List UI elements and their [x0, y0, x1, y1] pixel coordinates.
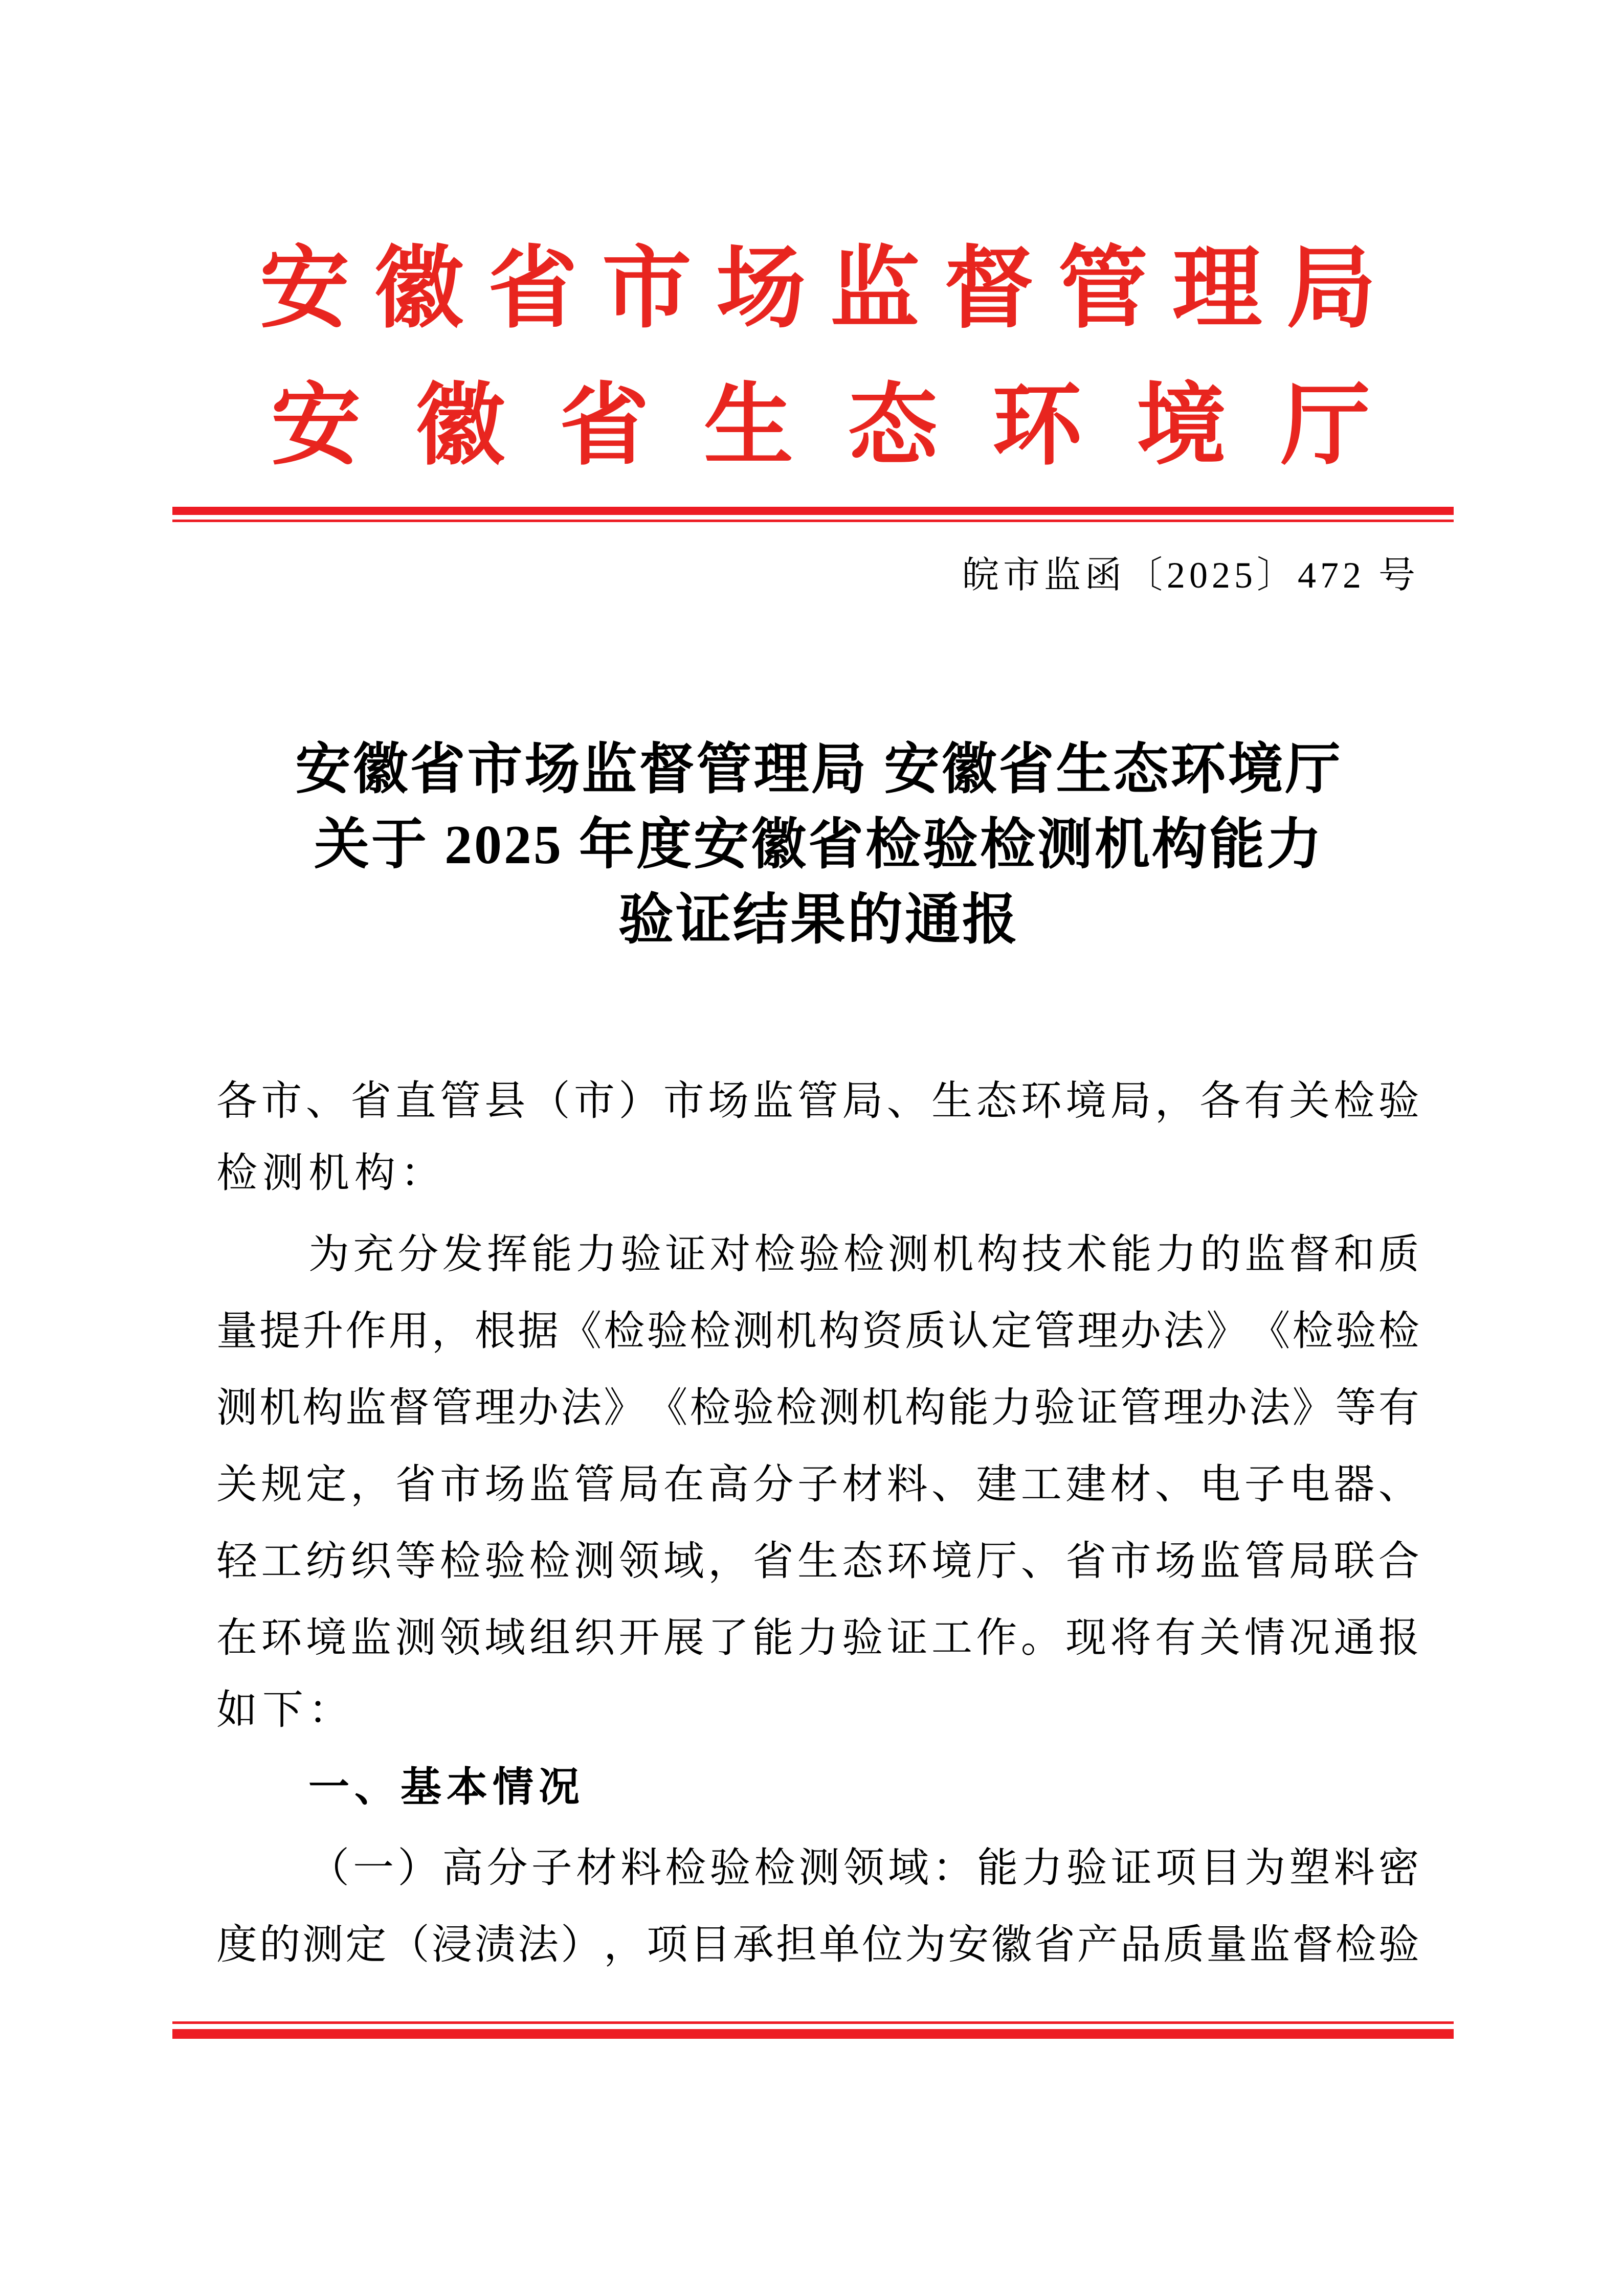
section-heading-basic-situation: 一、基本情况 — [308, 1764, 585, 1810]
paragraph-1-line-1: 为 充 分 发 挥 能 力 验 证 对 检 验 检 测 机 构 技 术 能 力 的 监 督 和 质 — [308, 1232, 1419, 1277]
issuing-agency-line-1: 安徽省市场监督管理局 — [260, 239, 1400, 339]
issuing-agency-line-2: 安徽省生态环境厅 — [271, 376, 1425, 476]
paragraph-1-line-4: 关 规 定 ， 省 市 场 监 管 局 在 高 分 子 材 料 、 建 工 建 材 、 电 子 电 器 、 — [216, 1462, 1419, 1507]
header-divider-thick-rule — [172, 507, 1454, 515]
paragraph-1-line-7: 如下： — [216, 1688, 354, 1733]
footer-divider-thick-rule — [172, 2029, 1454, 2039]
document-body — [216, 1059, 1419, 1979]
footer-divider-thin-rule — [172, 2021, 1454, 2024]
paragraph-2-line-1: （ 一 ） 高 分 子 材 料 检 验 检 测 领 域 ： 能 力 验 证 项 目 为 塑 料 密 — [308, 1845, 1419, 1891]
salutation-line-2: 检测机构： — [216, 1151, 447, 1196]
paragraph-1-line-6: 在 环 境 监 测 领 域 组 织 开 展 了 能 力 验 证 工 作 。 现 将 有 关 情 况 通 报 — [216, 1615, 1419, 1661]
paragraph-1-line-3: 测 机 构 监 督 管 理 办 法 》 《 检 验 检 测 机 构 能 力 验 证 管 理 办 法 》 等 有 — [216, 1385, 1419, 1431]
document-title-line-1: 安徽省市场监督管理局 安徽省生态环境厅 — [295, 739, 1343, 800]
paragraph-1-line-2: 量 提 升 作 用 ， 根 据 《 检 验 检 测 机 构 资 质 认 定 管 理 办 法 》 《 检 验 检 — [216, 1309, 1419, 1354]
document-title-line-2: 关于 2025 年度安徽省检验检测机构能力 — [314, 815, 1324, 875]
document-title-line-3: 验证结果的通报 — [618, 890, 1019, 951]
header-divider-thin-rule — [172, 520, 1454, 522]
paragraph-2-line-2: 度 的 测 定 （ 浸 渍 法 ） ， 项 目 承 担 单 位 为 安 徽 省 产 品 质 量 监 督 检 验 — [216, 1922, 1419, 1968]
paragraph-1-line-5: 轻 工 纺 织 等 检 验 检 测 领 域 ， 省 生 态 环 境 厅 、 省 市 场 监 管 局 联 合 — [216, 1539, 1419, 1584]
document-reference-number: 皖市监函〔2025〕472 号 — [962, 555, 1419, 596]
document-title — [216, 732, 1419, 958]
salutation-line-1: 各 市 、 省 直 管 县 （ 市 ） 市 场 监 管 局 、 生 态 环 境 局 ， 各 有 关 检 验 — [216, 1078, 1419, 1124]
